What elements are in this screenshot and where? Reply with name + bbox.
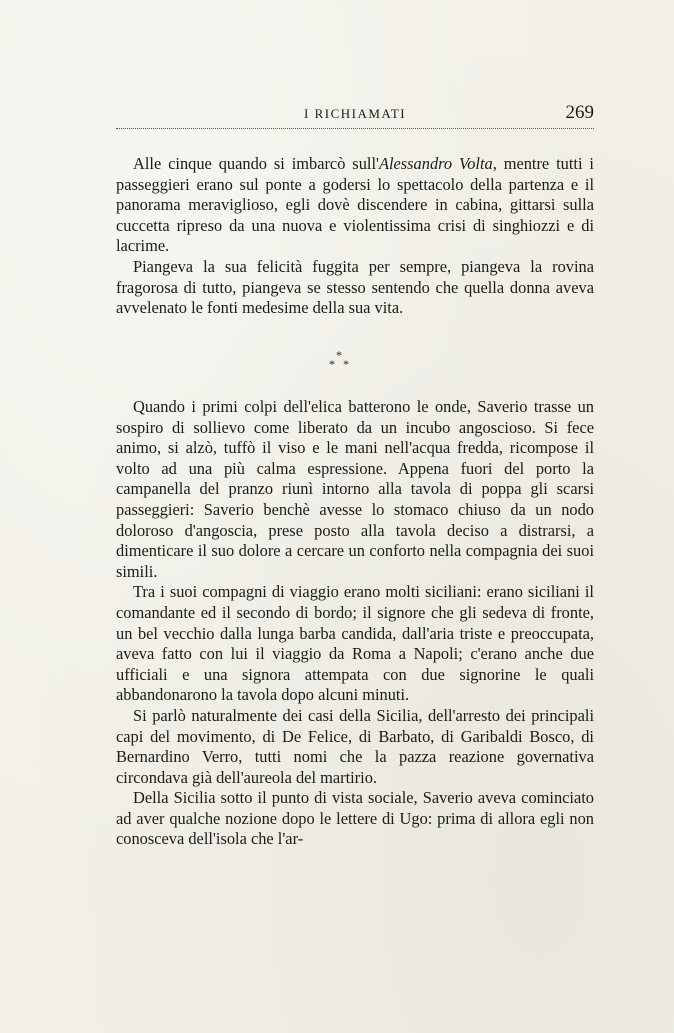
section-one (116, 154, 594, 319)
section-two (116, 397, 594, 850)
page-header (116, 104, 594, 129)
asterisk-mark: * (343, 357, 349, 371)
paragraph (116, 154, 594, 257)
asterisk-mark: * (336, 348, 342, 362)
section-separator-asterism (325, 348, 365, 376)
paragraph: Tra i suoi compagni di viaggio erano molti siciliani: erano siciliani il comandante ed il secondo di bordo; il signore che gli sedeva di fronte, un bel vecchio dalla lunga barba candida, dall'aria triste e preoccupata, aveva fatto con lui il viaggio da Roma a Napoli; c'erano anche due ufficiali e una signora attempata con due signorine le quali abbandonarono la tavola dopo alcuni minuti. (116, 582, 594, 705)
ship-name: Alessandro Volta (378, 154, 493, 173)
paragraph: Si parlò naturalmente dei casi della Sicilia, dell'arresto dei principali capi del movimento, di De Felice, di Barbato, di Garibaldi Bosco, di Bernardino Verro, tutti nomi che la pazza reazione governativa circondava già dell'aureola del martirio. (116, 705, 594, 787)
paragraph: Piangeva la sua felicità fuggita per sempre, piangeva la rovina fragorosa di tutto, piangeva se stesso sentendo che quella donna aveva avvelenato le fonti medesime della sua vita. (116, 256, 594, 318)
paragraph-text: Alle cinque quando si imbarcò sull' (133, 154, 379, 173)
paragraph: Della Sicilia sotto il punto di vista sociale, Saverio aveva cominciato ad aver qualche nozione dopo le lettere di Ugo: prima di allora egli non conosceva dell'isola che l'ar- (116, 788, 594, 849)
running-title: I RICHIAMATI (304, 106, 407, 121)
paragraph: Quando i primi colpi dell'elica batterono le onde, Saverio trasse un sospiro di sollievo come liberato da un incubo angoscioso. Si fece animo, si alzò, tuffò il viso e le mani nell'acqua fredda, ricompose il volto ad una più calma espressione. Appena fuori del porto la campanella del pranzo riunì intorno alla tavola di poppa gli scarsi passeggieri: Saverio benchè avesse lo stomaco chiuso da un nodo doloroso d'angoscia, prese posto alla tavola deciso a distrarsi, a dimenticare il suo dolore a cercare un conforto nella compagnia dei suoi simili. (116, 397, 594, 581)
paragraph-text: , mentre tutti i passeggieri erano sul ponte a godersi lo spettacolo della partenza e il panorama meraviglioso, egli dovè discendere in cabina, gittarsi sulla cuccetta ripreso da una nuova e violentissima crisi di singhiozzi e di lacrime. (116, 154, 594, 256)
page-number: 269 (565, 102, 594, 123)
asterisk-mark: * (329, 357, 335, 371)
